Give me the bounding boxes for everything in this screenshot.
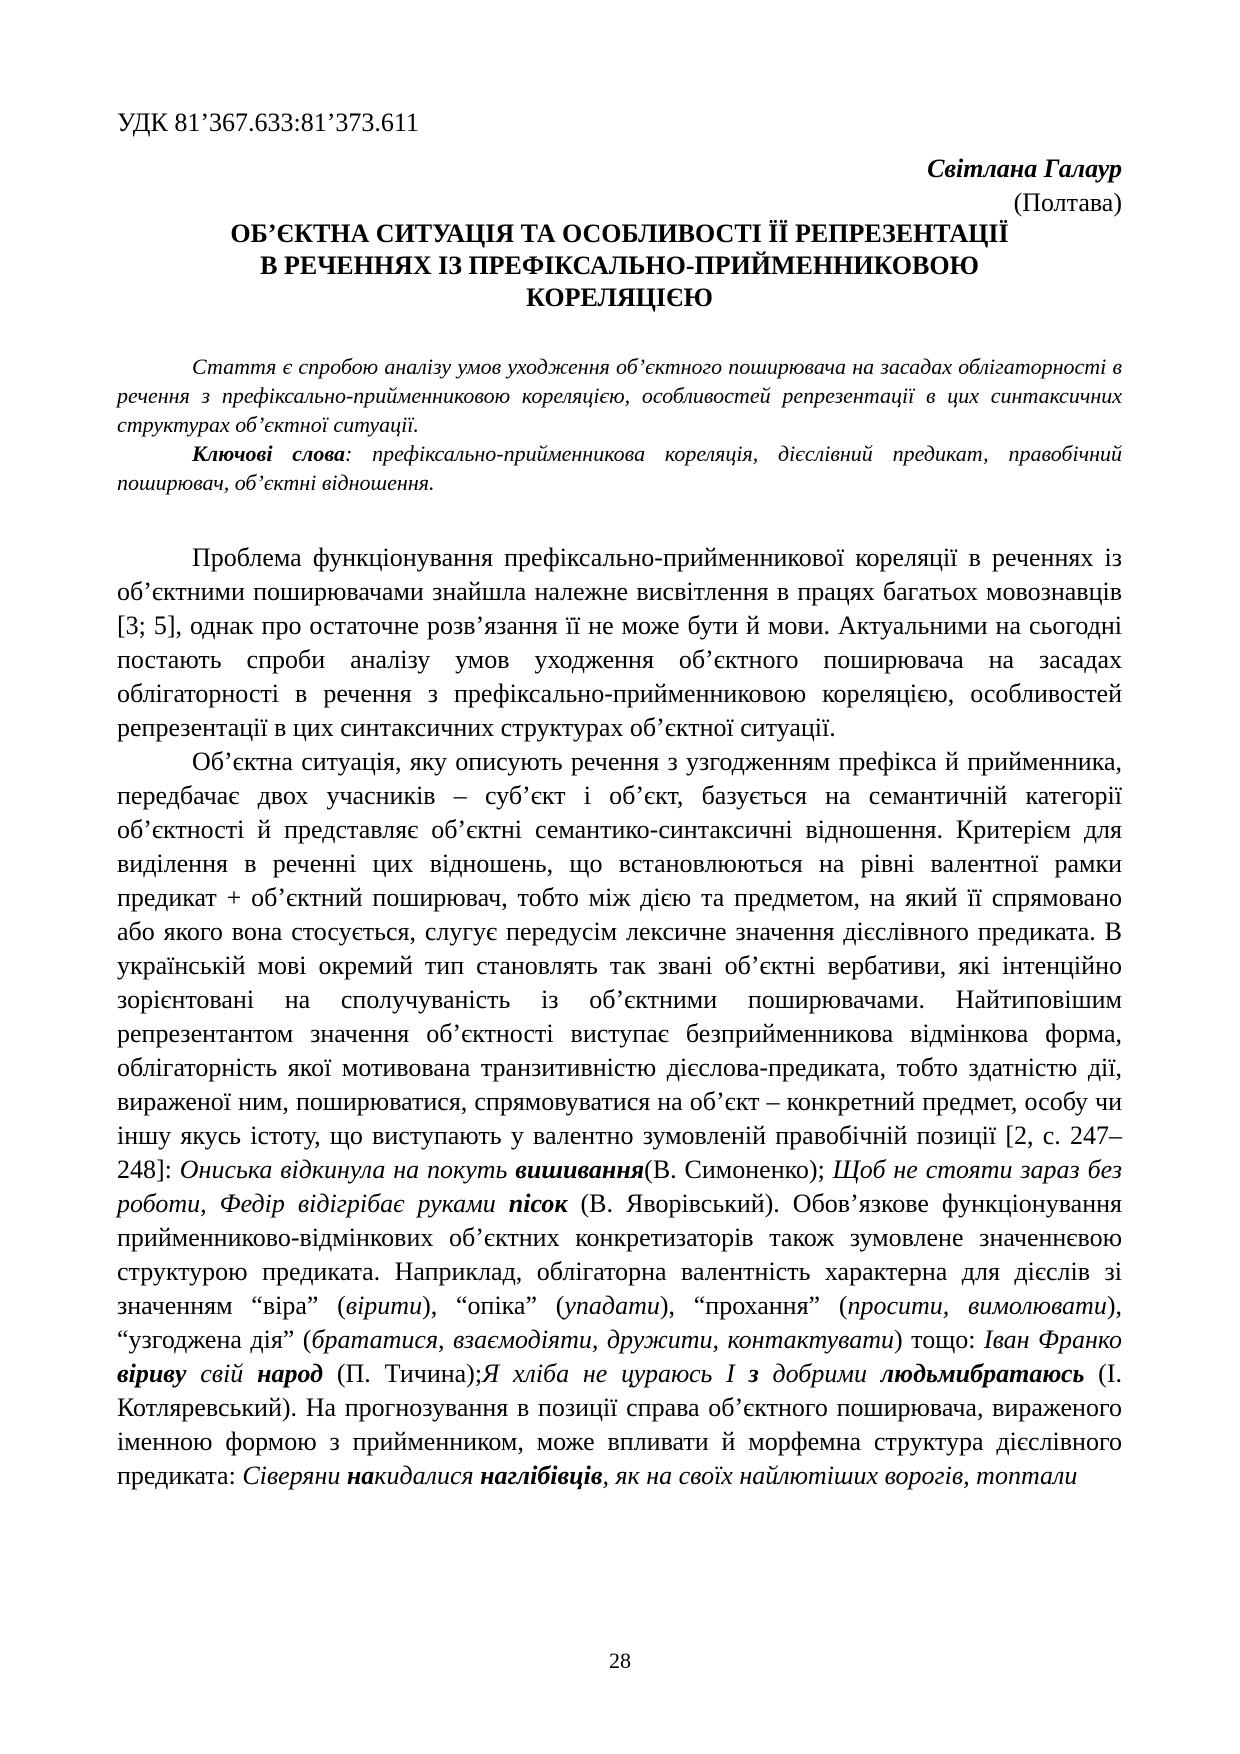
text-run: ), “опіка” ( [422,1291,565,1320]
example-quote: Ониська відкинула на покуть [179,1155,516,1184]
title-line: КОРЕЛЯЦІЄЮ [526,283,713,312]
author-block [927,152,1122,220]
example-emphasis: народ [257,1359,324,1388]
example-emphasis: пісок [508,1189,568,1218]
text-run: (І. Котляревський). На прогнозування в позиції справа об’єктного поширювача, вираженого іменною формою з прийменником, може впливати й морфемна структура дієслівного предиката: [117,1359,1123,1490]
text-run: ), “узгоджена дія” ( [117,1291,1122,1354]
article-title [117,218,1122,314]
abstract-text: Стаття є спробою аналізу умов уходження об’єктного поширювача на засадах облігаторності в речення з префіксально-прийменниковою кореляцією, особливостей репрезентації в цих синтаксичних структурах об’єктної ситуації. [117,354,1122,437]
verb-example: брататися, взаємодіяти, дружити, контактувати [311,1325,895,1354]
example-quote: Я хліба не цураюсь І [482,1359,749,1388]
text-run: ), “прохання” ( [659,1291,848,1320]
text-run: (В. Яворівський). Обов’язкове функціонування прийменниково-відмінкових об’єктних конкретизаторів також зумовлене значеннєвою структурою предиката. Наприклад, облігаторна валентність характерна для дієслів зі значенням “віра” ( [117,1189,1122,1320]
verb-example: вірити [345,1291,423,1320]
example-quote: Щоб не стояти зараз без роботи, Федір відігрібає руками [117,1155,1122,1218]
udk-code: УДК 81’367.633:81’373.611 [117,108,419,137]
verb-example: просити, вимолювати [847,1291,1107,1320]
example-quote: Іван Франко [983,1325,1123,1354]
example-emphasis: на [346,1461,375,1490]
example-emphasis: віриву [117,1359,187,1388]
paragraph-2 [117,745,1122,1493]
abstract [117,352,1122,497]
example-emphasis: наглібівців [480,1461,603,1490]
text-run: ) тощо: [894,1325,984,1354]
example-emphasis: з [748,1359,759,1388]
page-number: 28 [609,1648,631,1673]
example-quote: кидалися [374,1461,481,1490]
keywords-text: : префіксально-прийменникова кореляція, дієслівний предикат, правобічний поширювач, об’єктні відношення. [117,441,1122,495]
example-quote: Сіверяни [242,1461,347,1490]
paragraph-1: Проблема функціонування префіксально-прийменникової кореляції в реченнях із об’єктними поширювачами знайшла належне висвітлення в працях багатьох мовознавців [3; 5], однак про остаточне розв’язання її не може бути й мови. Актуальними на сьогодні постають спроби аналізу умов уходження об’єктного поширювача на засадах облігаторності в речення з префіксально-прийменниковою кореляцією, особливостей репрезентації в цих синтаксичних структурах об’єктної ситуації. [117,543,1122,742]
example-quote: , як на своїх найлютіших ворогів, топтали [602,1461,1078,1490]
example-source: (В. Симоненко); [644,1155,833,1184]
example-source: (П. Тичина); [323,1359,483,1388]
text-run: Об’єктна ситуація, яку описують речення з узгодженням префікса й прийменника, передбачає двох учасників – суб’єкт і об’єкт, базується на семантичній категорії об’єктності й представляє об’єктні семантико-синтаксичні відношення. Критерієм для виділення в реченні цих відношень, що встановлюються на рівні валентної рамки предикат + об’єктний поширювач, тобто між дією та предметом, на який її спрямовано або якого вона стосується, слугує передусім лексичне значення дієслівного предиката. В українській мові окремий тип становлять так звані об’єктні вербативи, які інтенційно зорієнтовані на сполучуваність із об’єктними поширювачами. Найтиповішим репрезентантом значення об’єктності виступає безприйменникова відмінкова форма, облігаторність якої мотивована транзитивністю дієслова-предиката, тобто здатністю дії, вираженої ним, поширюватися, спрямовуватися на об’єкт – конкретний предмет, особу чи іншу якусь істоту, що виступають у валентно зумовленій правобічній позиції [2, с. 247–248]: [117,747,1122,1184]
example-quote: свій [186,1359,258,1388]
title-line: ОБ’ЄКТНА СИТУАЦІЯ ТА ОСОБЛИВОСТІ ЇЇ РЕПРЕЗЕНТАЦІЇ [230,219,1009,248]
author-name: Світлана Галаур [927,154,1122,183]
author-city: (Полтава) [1013,188,1122,217]
example-quote: добрими [758,1359,881,1388]
keywords-label: Ключові слова [192,441,346,466]
article-body [117,541,1122,1493]
title-line: В РЕЧЕННЯХ ІЗ ПРЕФІКСАЛЬНО-ПРИЙМЕННИКОВОЮ [260,251,979,280]
example-emphasis: вишивання [515,1155,645,1184]
keywords [117,439,1122,497]
example-emphasis: людьмибратаюсь [880,1359,1085,1388]
verb-example: упадати [564,1291,660,1320]
